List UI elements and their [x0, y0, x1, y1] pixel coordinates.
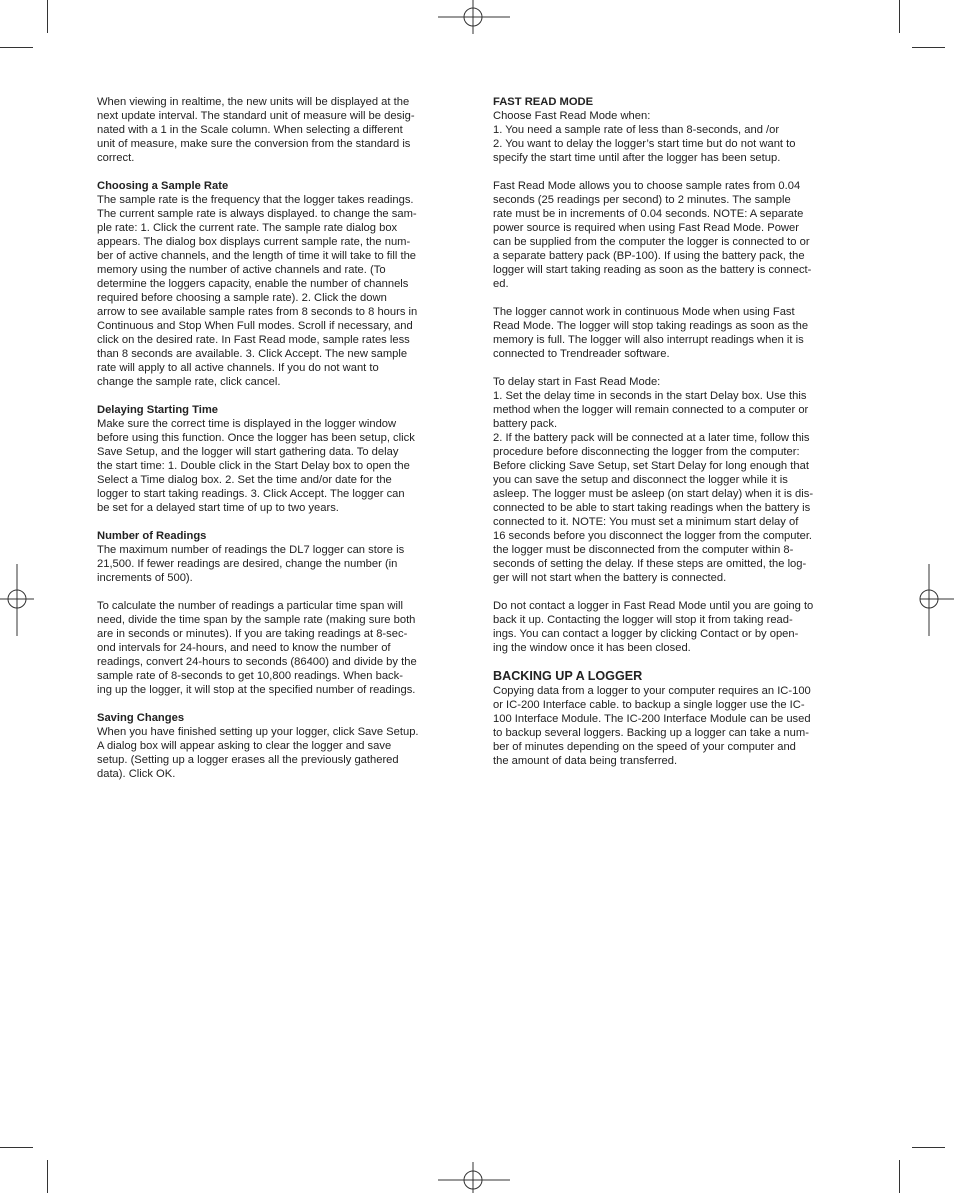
text-line: specify the start time until after the logger has been setup.: [493, 152, 781, 164]
text-line: Before clicking Save Setup, set Start Delay for long enough that: [493, 460, 809, 472]
registration-mark-left: [0, 564, 36, 636]
text-line: before using this function. Once the logger has been setup, click: [97, 432, 415, 444]
text-line: ber of active channels, and the length of time it will take to fill the: [97, 250, 417, 262]
text-line: Fast Read Mode allows you to choose sample rates from 0.04: [493, 180, 801, 192]
crop-mark-bottom-left-horizontal: [0, 1147, 33, 1148]
text-line: 1. You need a sample rate of less than 8-seconds, and /or: [493, 124, 780, 136]
text-line: ings. You can contact a logger by clicking Contact or by open-: [493, 628, 799, 640]
text-line: to backup several loggers. Backing up a logger can take a num-: [493, 727, 809, 739]
text-line: battery pack.: [493, 418, 558, 430]
text-line: Make sure the correct time is displayed in the logger window: [97, 418, 397, 430]
text-line: seconds of setting the delay. If these steps are omitted, the log-: [493, 558, 807, 570]
text-line: connected to be able to start taking readings when the battery is: [493, 502, 811, 514]
text-line: Copying data from a logger to your computer requires an IC-100: [493, 685, 811, 697]
left-column: [97, 95, 453, 795]
text-line: data). Click OK.: [97, 768, 176, 780]
text-line: a separate battery pack (BP-100). If using the battery pack, the: [493, 250, 805, 262]
paragraph: [97, 599, 453, 697]
text-line: back it up. Contacting the logger will stop it from taking read-: [493, 614, 793, 626]
text-line: memory using the number of active channels and rate. (To: [97, 264, 386, 276]
text-line: appears. The dialog box displays current sample rate, the num-: [97, 236, 411, 248]
paragraph: [493, 669, 849, 768]
crop-mark-top-left-vertical: [47, 0, 48, 33]
section-heading: Number of Readings: [97, 530, 207, 542]
text-line: ing up the logger, it will stop at the specified number of readings.: [97, 684, 416, 696]
text-line: connected to Trendreader software.: [493, 348, 670, 360]
text-line: 100 Interface Module. The IC-200 Interface Module can be used: [493, 713, 811, 725]
text-line: The logger cannot work in continuous Mode when using Fast: [493, 306, 795, 318]
text-line: readings, convert 24-hours to seconds (86400) and divide by the: [97, 656, 417, 668]
text-line: arrow to see available sample rates from 8 seconds to 8 hours in: [97, 306, 418, 318]
text-line: rate must be in increments of 0.04 seconds. NOTE: A separate: [493, 208, 804, 220]
text-line: A dialog box will appear asking to clear the logger and save: [97, 740, 392, 752]
text-line: seconds (25 readings per second) to 2 minutes. The sample: [493, 194, 791, 206]
paragraph: [493, 599, 849, 655]
paragraph: [97, 529, 453, 585]
text-line: The maximum number of readings the DL7 logger can store is: [97, 544, 405, 556]
text-line: the start time: 1. Double click in the Start Delay box to open the: [97, 460, 410, 472]
registration-mark-bottom: [438, 1160, 510, 1193]
crop-mark-top-left-horizontal: [0, 47, 33, 48]
paragraph: [97, 95, 453, 165]
text-line: are in seconds or minutes). If you are taking readings at 8-sec-: [97, 628, 408, 640]
section-heading: Choosing a Sample Rate: [97, 180, 229, 192]
text-line: ing the window once it has been closed.: [493, 642, 691, 654]
text-line: To delay start in Fast Read Mode:: [493, 376, 661, 388]
crop-mark-bottom-right-vertical: [899, 1160, 900, 1193]
text-line: increments of 500).: [97, 572, 193, 584]
text-line: Read Mode. The logger will stop taking readings as soon as the: [493, 320, 809, 332]
text-line: rate will apply to all active channels. If you do not want to: [97, 362, 379, 374]
text-line: connected to it. NOTE: You must set a minimum start delay of: [493, 516, 799, 528]
text-line: 1. Set the delay time in seconds in the start Delay box. Use this: [493, 390, 807, 402]
text-line: 16 seconds before you disconnect the logger from the computer.: [493, 530, 813, 542]
text-line: ger will not start when the battery is connected.: [493, 572, 727, 584]
text-line: method when the logger will remain connected to a computer or: [493, 404, 809, 416]
paragraph: [493, 179, 849, 291]
text-line: ple rate: 1. Click the current rate. The sample rate dialog box: [97, 222, 398, 234]
text-line: The sample rate is the frequency that the logger takes readings.: [97, 194, 414, 206]
text-line: required before choosing a sample rate). 2. Click the down: [97, 292, 387, 304]
text-line: When you have finished setting up your logger, click Save Setup.: [97, 726, 419, 738]
text-line: be set for a delayed start time of up to two years.: [97, 502, 339, 514]
text-line: ber of minutes depending on the speed of your computer and: [493, 741, 796, 753]
section-heading: FAST READ MODE: [493, 96, 594, 108]
text-line: the logger must be disconnected from the computer within 8-: [493, 544, 794, 556]
paragraph: [493, 305, 849, 361]
text-line: ed.: [493, 278, 509, 290]
section-heading: Saving Changes: [97, 712, 185, 724]
text-line: change the sample rate, click cancel.: [97, 376, 281, 388]
text-line: 21,500. If fewer readings are desired, change the number (in: [97, 558, 398, 570]
text-line: setup. (Setting up a logger erases all the previously gathered: [97, 754, 399, 766]
crop-mark-bottom-left-vertical: [47, 1160, 48, 1193]
text-line: can be supplied from the computer the logger is connected to or: [493, 236, 810, 248]
text-line: logger to start taking readings. 3. Click Accept. The logger can: [97, 488, 405, 500]
text-line: you can save the setup and disconnect the logger while it is: [493, 474, 788, 486]
paragraph: [97, 403, 453, 515]
text-line: nated with a 1 in the Scale column. When selecting a different: [97, 124, 403, 136]
text-line: logger will start taking reading as soon as the battery is connect-: [493, 264, 812, 276]
section-heading: BACKING UP A LOGGER: [493, 669, 643, 683]
crop-mark-top-right-vertical: [899, 0, 900, 33]
text-line: Do not contact a logger in Fast Read Mode until you are going to: [493, 600, 814, 612]
text-line: the amount of data being transferred.: [493, 755, 678, 767]
text-line: than 8 seconds are available. 3. Click Accept. The new sample: [97, 348, 408, 360]
text-line: or IC-200 Interface cable. to backup a single logger use the IC-: [493, 699, 805, 711]
text-line: To calculate the number of readings a particular time span will: [97, 600, 403, 612]
section-heading: Delaying Starting Time: [97, 404, 219, 416]
registration-mark-right: [918, 564, 954, 636]
paragraph: [97, 179, 453, 389]
crop-mark-bottom-right-horizontal: [912, 1147, 945, 1148]
text-line: click on the desired rate. In Fast Read mode, sample rates less: [97, 334, 410, 346]
paragraph: [97, 711, 453, 781]
text-line: need, divide the time span by the sample rate (making sure both: [97, 614, 416, 626]
text-line: procedure before disconnecting the logger from the computer:: [493, 446, 800, 458]
text-line: Continuous and Stop When Full modes. Scroll if necessary, and: [97, 320, 413, 332]
text-line: next update interval. The standard unit of measure will be desig-: [97, 110, 415, 122]
text-line: Save Setup, and the logger will start gathering data. To delay: [97, 446, 399, 458]
text-line: sample rate of 8-seconds to get 10,800 readings. When back-: [97, 670, 403, 682]
right-column: [493, 95, 849, 782]
text-line: memory is full. The logger will also interrupt readings when it is: [493, 334, 804, 346]
text-line: When viewing in realtime, the new units will be displayed at the: [97, 96, 410, 108]
text-line: power source is required when using Fast Read Mode. Power: [493, 222, 799, 234]
text-line: unit of measure, make sure the conversion from the standard is: [97, 138, 411, 150]
crop-mark-top-right-horizontal: [912, 47, 945, 48]
text-line: determine the loggers capacity, enable the number of channels: [97, 278, 409, 290]
text-line: 2. You want to delay the logger’s start time but do not want to: [493, 138, 796, 150]
text-line: Choose Fast Read Mode when:: [493, 110, 651, 122]
text-line: correct.: [97, 152, 135, 164]
paragraph: [493, 375, 849, 585]
text-line: asleep. The logger must be asleep (on start delay) when it is dis-: [493, 488, 814, 500]
paragraph: [493, 95, 849, 165]
text-line: 2. If the battery pack will be connected at a later time, follow this: [493, 432, 810, 444]
text-line: ond intervals for 24-hours, and need to know the number of: [97, 642, 391, 654]
text-line: The current sample rate is always displayed. to change the sam-: [97, 208, 417, 220]
registration-mark-top: [438, 0, 510, 36]
text-line: Select a Time dialog box. 2. Set the time and/or date for the: [97, 474, 392, 486]
